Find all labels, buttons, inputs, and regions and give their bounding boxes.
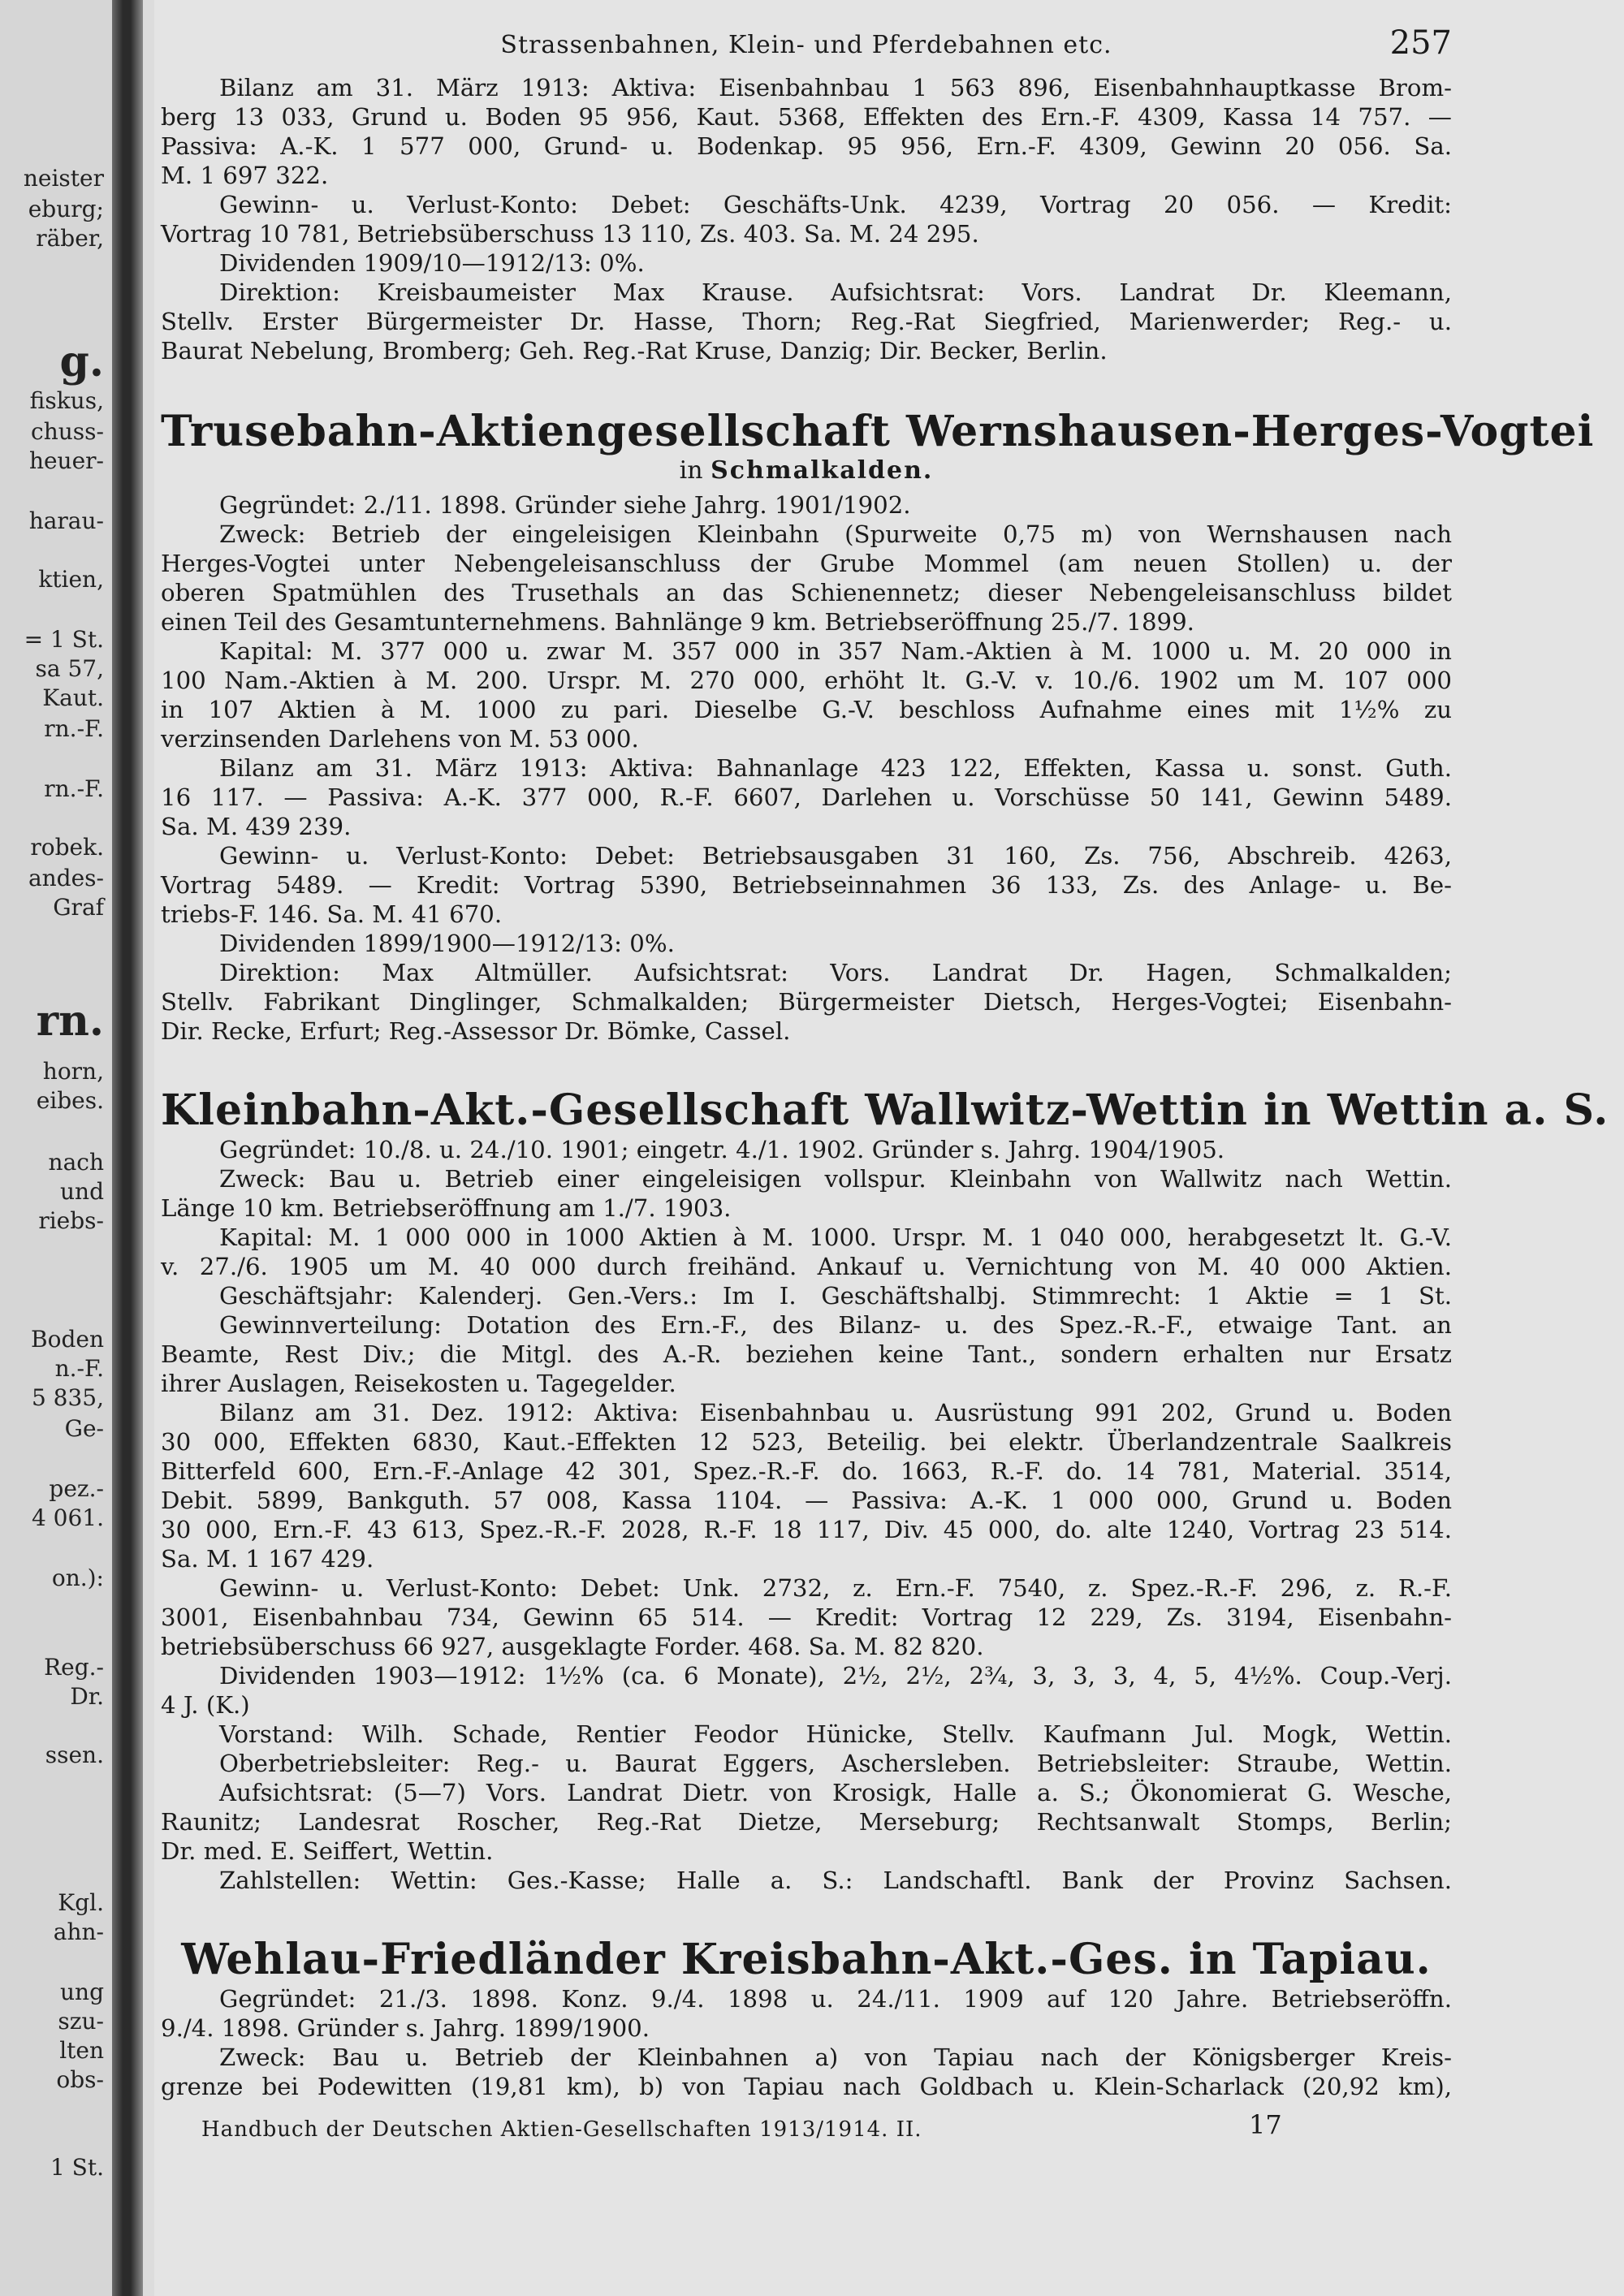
text-line: Bilanz am 31. März 1913: Aktiva: Bahnanlage 423 122, Effekten, Kassa u. sonst. Guth. bbox=[219, 754, 1452, 782]
text-line: Aufsichtsrat: (5—7) Vors. Landrat Dietr. von Krosigk, Halle a. S.; Ökonomierat G. Wesche, bbox=[219, 1779, 1452, 1806]
left-fragment: n.-F. bbox=[54, 1355, 104, 1382]
text-line: Vorstand: Wilh. Schade, Rentier Feodor Hünicke, Stellv. Kaufmann Jul. Mogk, Wettin. bbox=[219, 1720, 1452, 1748]
text-line: Baurat Nebelung, Bromberg; Geh. Reg.-Rat Kruse, Danzig; Dir. Becker, Berlin. bbox=[161, 337, 1108, 365]
left-fragment: ssen. bbox=[45, 1741, 104, 1768]
left-fragment: Reg.- bbox=[44, 1654, 104, 1681]
left-fragment: eibes. bbox=[36, 1087, 104, 1114]
text-line: triebs-F. 146. Sa. M. 41 670. bbox=[161, 900, 503, 928]
left-fragment: riebs- bbox=[38, 1207, 104, 1234]
left-fragment: Ge- bbox=[64, 1415, 104, 1442]
text-line: v. 27./6. 1905 um M. 40 000 durch freihänd. Ankauf u. Vernichtung von M. 40 000 Aktien. bbox=[161, 1253, 1452, 1280]
text-line: Gegründet: 21./3. 1898. Konz. 9./4. 1898 u. 24./11. 1909 auf 120 Jahre. Betriebseröffn. bbox=[219, 1985, 1452, 2013]
text-line: Geschäftsjahr: Kalenderj. Gen.-Vers.: Im I. Geschäftshalbj. Stimmrecht: 1 Aktie = 1 St. bbox=[219, 1282, 1452, 1310]
page-number: 257 bbox=[1389, 24, 1452, 62]
text-line: Vortrag 10 781, Betriebsüberschuss 13 110, Zs. 403. Sa. M. 24 295. bbox=[161, 220, 979, 248]
entry-wehlau-friedlaender bbox=[161, 1936, 1452, 2101]
text-line: berg 13 033, Grund u. Boden 95 956, Kaut. 5368, Effekten des Ern.-F. 4309, Kassa 14 757. — bbox=[161, 103, 1452, 131]
text-line: Gewinn- u. Verlust-Konto: Debet: Unk. 2732, z. Ern.-F. 7540, z. Spez.-R.-F. 296, z. R.-F. bbox=[219, 1574, 1452, 1602]
text-line: Kapital: M. 377 000 u. zwar M. 357 000 in 357 Nam.-Aktien à M. 1000 u. M. 20 000 in bbox=[219, 637, 1452, 665]
text-line: Sa. M. 1 167 429. bbox=[161, 1545, 374, 1573]
text-line: Zahlstellen: Wettin: Ges.-Kasse; Halle a. S.: Landschaftl. Bank der Provinz Sachsen. bbox=[219, 1867, 1452, 1894]
text-line: Gewinnverteilung: Dotation des Ern.-F., des Bilanz- u. des Spez.-R.-F., etwaige Tant. an bbox=[219, 1311, 1452, 1339]
signature-mark: 17 bbox=[1249, 2109, 1282, 2140]
text-line: Gewinn- u. Verlust-Konto: Debet: Betriebsausgaben 31 160, Zs. 756, Abschreib. 4263, bbox=[219, 842, 1452, 870]
text-line: Oberbetriebsleiter: Reg.- u. Baurat Eggers, Aschersleben. Betriebsleiter: Straube, Wettin. bbox=[219, 1750, 1452, 1777]
left-fragment: pez.- bbox=[49, 1475, 104, 1502]
left-fragment: szu- bbox=[58, 2008, 104, 2035]
footer-title: Handbuch der Deutschen Aktien-Gesellschaften 1913/1914. II. bbox=[201, 2117, 922, 2142]
text-line: Debit. 5899, Bankguth. 57 008, Kassa 1104. — Passiva: A.-K. 1 000 000, Grund u. Boden bbox=[161, 1487, 1452, 1514]
text-line: 30 000, Ern.-F. 43 613, Spez.-R.-F. 2028, R.-F. 18 117, Div. 45 000, do. alte 1240, Vortrag 23 514. bbox=[161, 1516, 1452, 1543]
left-fragment: Graf bbox=[53, 894, 104, 921]
text-line: Vortrag 5489. — Kredit: Vortrag 5390, Betriebseinnahmen 36 133, Zs. des Anlage- u. Be- bbox=[161, 871, 1452, 899]
text-line: oberen Spatmühlen des Trusethals an das Schienennetz; dieser Nebengeleisanschluss bildet bbox=[161, 579, 1452, 606]
text-line: Dividenden 1903—1912: 1½% (ca. 6 Monate), 2½, 2½, 2¾, 3, 3, 3, 4, 5, 4½%. Coup.-Verj. bbox=[219, 1662, 1452, 1690]
text-line: Direktion: Kreisbaumeister Max Krause. Aufsichtsrat: Vors. Landrat Dr. Kleemann, bbox=[219, 278, 1452, 306]
page-content bbox=[161, 24, 1609, 2145]
text-line: Stellv. Fabrikant Dinglinger, Schmalkalden; Bürgermeister Dietsch, Herges-Vogtei; Eisenbahn- bbox=[161, 988, 1452, 1016]
left-fragment: ktien, bbox=[38, 566, 104, 593]
text-line: ihrer Auslagen, Reisekosten u. Tagegelder. bbox=[161, 1370, 676, 1397]
left-fragment: rn. bbox=[36, 996, 104, 1046]
text-line: Gegründet: 10./8. u. 24./10. 1901; eingetr. 4./1. 1902. Gründer s. Jahrg. 1904/1905. bbox=[219, 1136, 1225, 1163]
page-footer bbox=[161, 2109, 1452, 2145]
left-fragment: robek. bbox=[30, 834, 104, 861]
text-line: grenze bei Podewitten (19,81 km), b) von Tapiau nach Goldbach u. Klein-Scharlack (20,92 km), bbox=[161, 2073, 1452, 2100]
entry-location: in Schmalkalden. bbox=[679, 456, 934, 485]
text-line: verzinsenden Darlehens von M. 53 000. bbox=[161, 725, 639, 753]
text-line: 9./4. 1898. Gründer s. Jahrg. 1899/1900. bbox=[161, 2014, 650, 2042]
text-line: Zweck: Betrieb der eingeleisigen Kleinbahn (Spurweite 0,75 m) von Wernshausen nach bbox=[219, 520, 1452, 548]
left-fragment: fiskus, bbox=[29, 387, 104, 414]
book-page bbox=[154, 0, 1624, 2296]
text-line: Dir. Recke, Erfurt; Reg.-Assessor Dr. Bömke, Cassel. bbox=[161, 1017, 791, 1045]
text-line: Dividenden 1909/10—1912/13: 0%. bbox=[219, 249, 645, 277]
left-fragment: horn, bbox=[42, 1058, 104, 1085]
left-page-edge bbox=[0, 0, 112, 2296]
left-fragment: andes- bbox=[28, 865, 104, 891]
text-line: 3001, Eisenbahnbau 734, Gewinn 65 514. — Kredit: Vortrag 12 229, Zs. 3194, Eisenbahn- bbox=[161, 1603, 1452, 1631]
running-title: Strassenbahnen, Klein- und Pferdebahnen etc. bbox=[500, 31, 1112, 59]
text-line: Beamte, Rest Div.; die Mitgl. des A.-R. beziehen keine Tant., sondern erhalten nur Ersatz bbox=[161, 1340, 1452, 1368]
text-line: 4 J. (K.) bbox=[161, 1691, 250, 1719]
left-fragment: Boden bbox=[31, 1326, 104, 1353]
text-line: Bilanz am 31. März 1913: Aktiva: Eisenbahnbau 1 563 896, Eisenbahnhauptkasse Brom- bbox=[219, 74, 1452, 101]
text-line: Bilanz am 31. Dez. 1912: Aktiva: Eisenbahnbau u. Ausrüstung 991 202, Grund u. Boden bbox=[219, 1399, 1452, 1426]
left-fragment: ahn- bbox=[53, 1918, 104, 1945]
left-fragment: chuss- bbox=[31, 418, 104, 445]
left-fragment: 1 St. bbox=[50, 2154, 104, 2181]
left-fragment: harau- bbox=[28, 507, 104, 534]
left-fragment: sa 57, bbox=[35, 655, 104, 682]
left-fragment: g. bbox=[59, 337, 104, 386]
text-line: Stellv. Erster Bürgermeister Dr. Hasse, Thorn; Reg.-Rat Siegfried, Marienwerder; Reg.- u. bbox=[161, 308, 1452, 335]
text-line: einen Teil des Gesamtunternehmens. Bahnlänge 9 km. Betriebseröffnung 25./7. 1899. bbox=[161, 608, 1194, 636]
left-fragment: nach bbox=[48, 1149, 104, 1176]
left-fragment: Kaut. bbox=[42, 684, 104, 711]
left-fragment: räber, bbox=[36, 225, 104, 252]
left-fragment: lten bbox=[59, 2037, 104, 2064]
text-line: Zweck: Bau u. Betrieb einer eingeleisigen vollspur. Kleinbahn von Wallwitz nach Wettin. bbox=[219, 1165, 1452, 1193]
left-fragment: Kgl. bbox=[58, 1889, 104, 1916]
entry-wallwitz-wettin bbox=[161, 1085, 1609, 1895]
text-line: Gegründet: 2./11. 1898. Gründer siehe Jahrg. 1901/1902. bbox=[219, 491, 911, 519]
left-fragment: rn.-F. bbox=[44, 775, 104, 802]
left-fragment: Dr. bbox=[70, 1683, 104, 1710]
entry-title: Wehlau-Friedländer Kreisbahn-Akt.-Ges. in Tapiau. bbox=[181, 1935, 1432, 1984]
left-fragment: 4 061. bbox=[31, 1504, 104, 1531]
left-fragment: on.): bbox=[51, 1564, 104, 1591]
text-line: Gewinn- u. Verlust-Konto: Debet: Geschäfts-Unk. 4239, Vortrag 20 056. — Kredit: bbox=[219, 191, 1452, 218]
text-line: 30 000, Effekten 6830, Kaut.-Effekten 12 523, Beteilig. bei elektr. Überlandzentrale Saalkreis bbox=[161, 1428, 1452, 1456]
entry-previous bbox=[161, 73, 1452, 365]
entry-title: Kleinbahn-Akt.-Gesellschaft Wallwitz-Wettin in Wettin a. S. bbox=[161, 1085, 1609, 1135]
text-line: Direktion: Max Altmüller. Aufsichtsrat: Vors. Landrat Dr. Hagen, Schmalkalden; bbox=[219, 959, 1452, 986]
text-line: Herges-Vogtei unter Nebengeleisanschluss der Grube Mommel (am neuen Stollen) u. der bbox=[161, 550, 1452, 577]
left-fragment: heuer- bbox=[28, 447, 104, 474]
left-fragment: 5 835, bbox=[31, 1384, 104, 1411]
text-line: Zweck: Bau u. Betrieb der Kleinbahnen a) von Tapiau nach der Königsberger Kreis- bbox=[219, 2044, 1452, 2071]
text-line: Bitterfeld 600, Ern.-F.-Anlage 42 301, Spez.-R.-F. do. 1663, R.-F. do. 14 781, Material. 3514, bbox=[161, 1457, 1452, 1485]
text-line: Kapital: M. 1 000 000 in 1000 Aktien à M. 1000. Urspr. M. 1 040 000, herabgesetzt lt. G.-V. bbox=[219, 1224, 1452, 1251]
text-line: 16 117. — Passiva: A.-K. 377 000, R.-F. 6607, Darlehen u. Vorschüsse 50 141, Gewinn 5489. bbox=[161, 783, 1452, 811]
text-line: Länge 10 km. Betriebseröffnung am 1./7. 1903. bbox=[161, 1194, 732, 1222]
left-fragment: und bbox=[60, 1178, 104, 1205]
text-line: 100 Nam.-Aktien à M. 200. Urspr. M. 270 000, erhöht lt. G.-V. v. 10./6. 1902 um M. 107 000 bbox=[161, 667, 1452, 694]
text-line: Sa. M. 439 239. bbox=[161, 813, 352, 840]
text-line: Raunitz; Landesrat Roscher, Reg.-Rat Dietze, Merseburg; Rechtsanwalt Stomps, Berlin; bbox=[161, 1808, 1452, 1836]
text-line: Dr. med. E. Seiffert, Wettin. bbox=[161, 1837, 494, 1865]
running-head bbox=[161, 24, 1452, 73]
text-line: M. 1 697 322. bbox=[161, 162, 329, 189]
text-line: in 107 Aktien à M. 1000 zu pari. Dieselbe G.-V. beschloss Aufnahme eines mit 1½% zu bbox=[161, 696, 1452, 723]
text-line: Dividenden 1899/1900—1912/13: 0%. bbox=[219, 930, 675, 957]
entry-trusebahn bbox=[161, 407, 1595, 1046]
left-fragment: obs- bbox=[56, 2066, 104, 2093]
text-line: Passiva: A.-K. 1 577 000, Grund- u. Bodenkap. 95 956, Ern.-F. 4309, Gewinn 20 056. Sa. bbox=[161, 132, 1452, 160]
book-gutter bbox=[112, 0, 143, 2296]
entry-title: Trusebahn-Aktiengesellschaft Wernshausen-Herges-Vogtei bbox=[161, 407, 1595, 456]
left-fragment: = 1 St. bbox=[24, 626, 104, 653]
left-fragment: eburg; bbox=[28, 196, 104, 222]
left-fragment: ung bbox=[60, 1979, 104, 2005]
left-fragment: rn.-F. bbox=[44, 715, 104, 742]
left-fragment: neister bbox=[23, 165, 104, 192]
text-line: betriebsüberschuss 66 927, ausgeklagte Forder. 468. Sa. M. 82 820. bbox=[161, 1633, 984, 1660]
